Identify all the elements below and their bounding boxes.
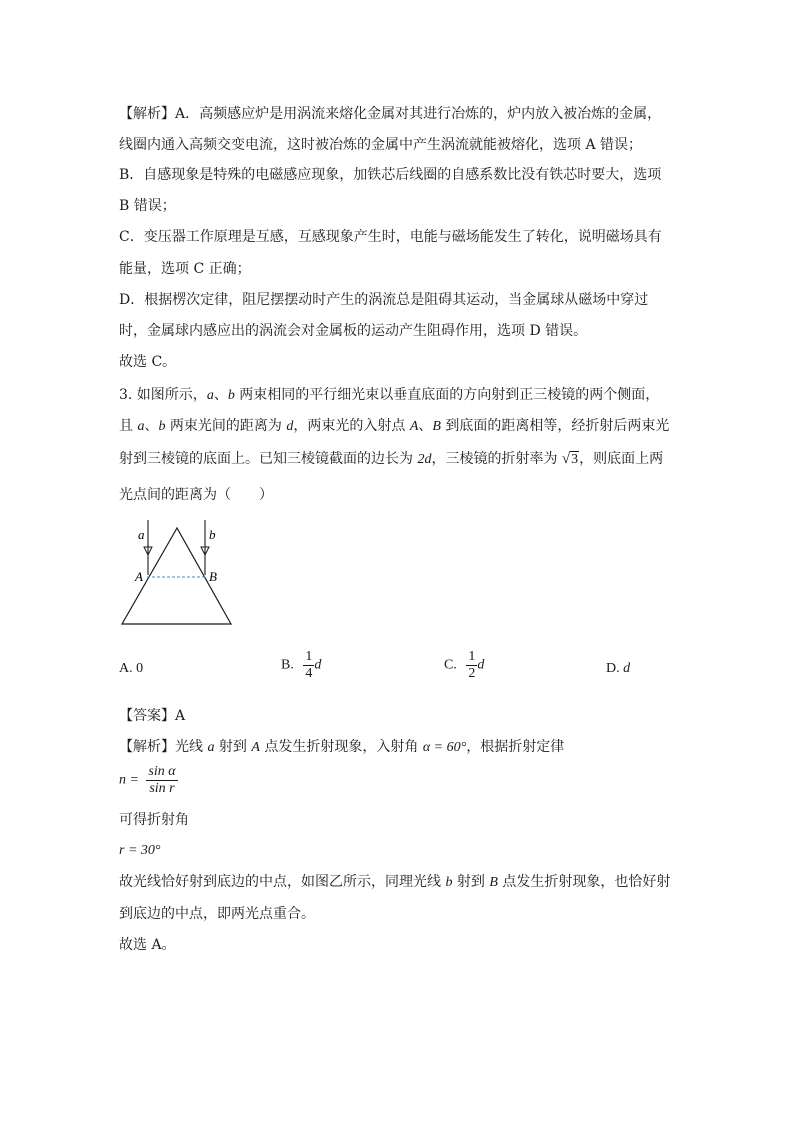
- question-line-3: 射到三棱镜的底面上。已知三棱镜截面的边长为 2d，三棱镜的折射率为 √3，则底面上两: [119, 451, 664, 467]
- answer-line: 【答案】A: [119, 708, 186, 724]
- prism-figure: [110, 515, 250, 630]
- analysis-line-3: B．自感现象是特殊的电磁感应现象，加铁芯后线圈的自感系数比没有铁芯时要大，选项: [119, 167, 662, 183]
- label-A: A: [135, 569, 143, 584]
- option-a: A. 0: [119, 661, 144, 676]
- question-line-4: 光点间的距离为（ ）: [119, 487, 273, 503]
- label-a: a: [138, 527, 145, 542]
- refraction-formula: n = $\frac{\text{sin α}}{\text{sin r}}$: [119, 764, 176, 796]
- analysis-line-8: 时，金属球内感应出的涡流会对金属板的运动产生阻碍作用，选项 D 错误。: [119, 323, 588, 339]
- conclusion-line: 故选 C。: [119, 354, 177, 370]
- option-d: D. d: [606, 661, 631, 676]
- option-c: C. $\frac{1}{2}$ d: [444, 649, 485, 681]
- analysis2-line-1: 【解析】光线 a 射到 A 点发生折射现象，入射角 α = 60°，根据折射定律: [119, 739, 565, 755]
- angle-result: r = 30°: [119, 843, 161, 858]
- label-b: b: [209, 527, 216, 542]
- analysis-line-5: C．变压器工作原理是互感，互感现象产生时，电能与磁场能发生了转化，说明磁场具有: [119, 229, 662, 245]
- analysis-line-4: B 错误；: [119, 198, 176, 214]
- analysis2-line-5: 故光线恰好射到底边的中点，如图乙所示，同理光线 b 射到 B 点发生折射现象，也恰好射: [119, 874, 671, 890]
- analysis2-conclusion: 故选 A。: [119, 937, 176, 953]
- analysis-line-7: D．根据楞次定律，阻尼摆摆动时产生的涡流总是阻碍其运动，当金属球从磁场中穿过: [119, 292, 649, 308]
- analysis-line-2: 线圈内通入高频交变电流，这时被冶炼的金属中产生涡流就能被熔化，选项 A 错误；: [119, 137, 643, 153]
- question-line-2: 且 a、b 两束光间的距离为 d，两束光的入射点 A、B 到底面的距离相等，经折射后两束光: [119, 418, 670, 434]
- analysis2-line-3: 可得折射角: [119, 812, 189, 828]
- sqrt-expression: √3: [561, 451, 579, 467]
- question-line-1: 3. 如图所示，a、b 两束相同的平行细光束以垂直底面的方向射到正三棱镜的两个侧面，: [119, 387, 660, 403]
- analysis-line-1: 【解析】A．高频感应炉是用涡流来熔化金属对其进行冶炼的，炉内放入被冶炼的金属，: [119, 106, 662, 122]
- label-B: B: [209, 569, 217, 584]
- analysis-line-6: 能量，选项 C 正确；: [119, 261, 251, 277]
- option-b: B. $\frac{1}{4}$ d: [281, 649, 322, 681]
- analysis2-line-6: 到底边的中点，即两光点重合。: [119, 906, 315, 922]
